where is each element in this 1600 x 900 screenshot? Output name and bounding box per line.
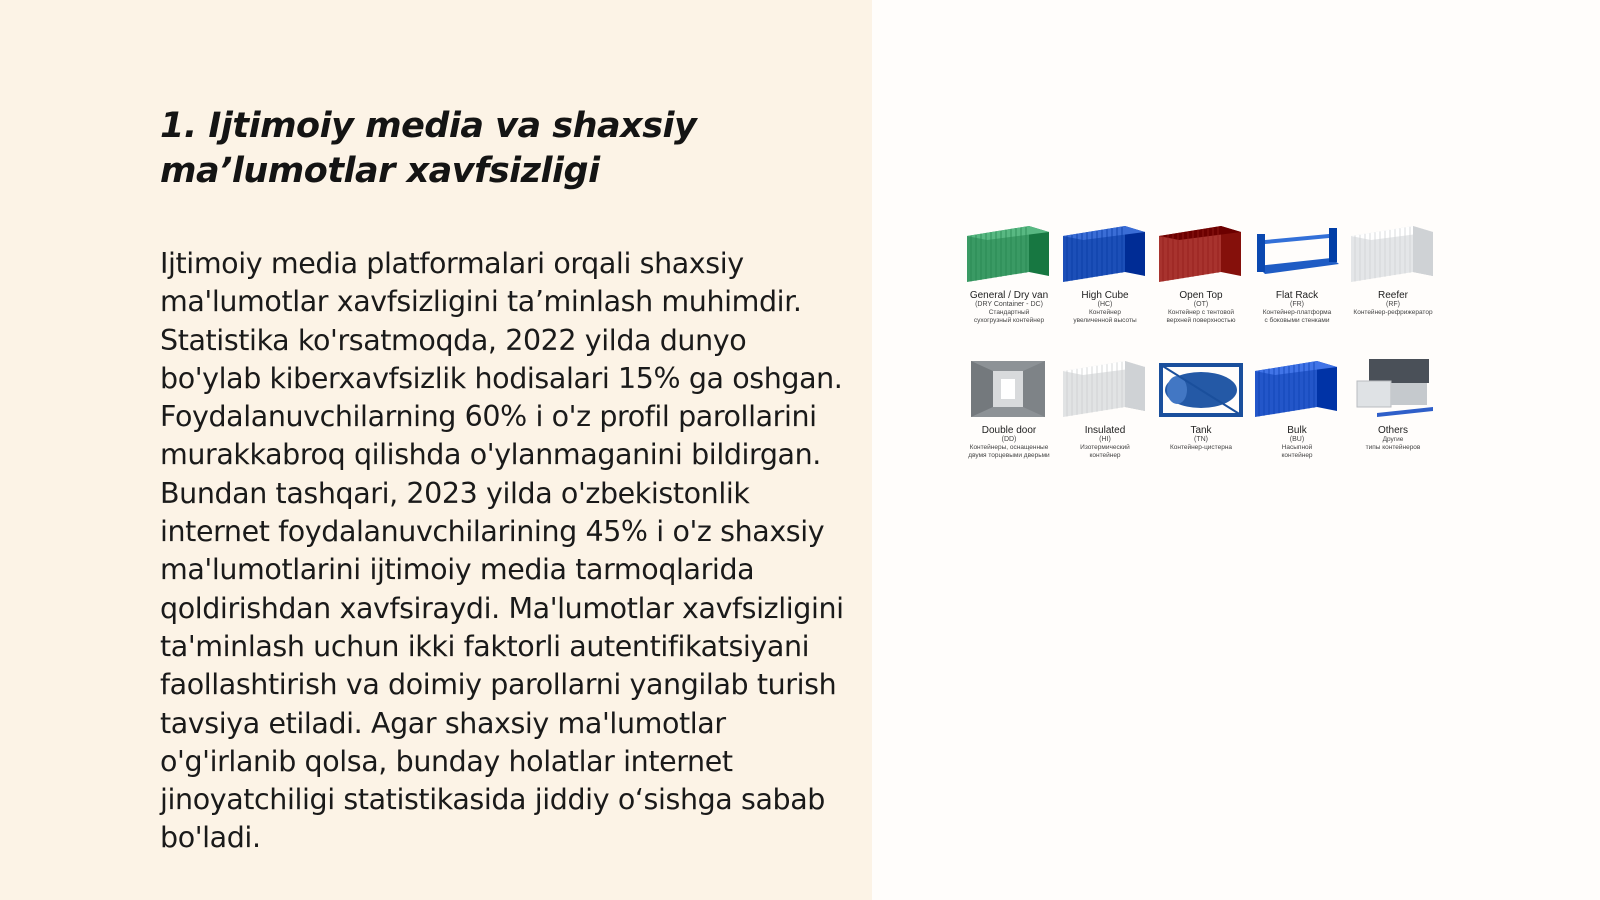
container-name: Bulk	[1287, 425, 1307, 436]
insulated-container-icon	[1059, 353, 1151, 423]
other-containers-icon	[1347, 353, 1439, 423]
container-name: High Cube	[1081, 290, 1129, 301]
container-type-dry-container	[962, 218, 1056, 325]
container-description: контейнер	[1089, 452, 1121, 459]
container-type-insulated-container	[1058, 353, 1152, 460]
container-type-tank-container	[1154, 353, 1248, 452]
container-code: (BU)	[1289, 436, 1305, 443]
container-code: (DRY Container - DC)	[975, 301, 1043, 308]
double-door-container-icon	[963, 353, 1055, 423]
container-type-flat-rack-container	[1250, 218, 1344, 325]
container-description: Контейнер-платформа	[1262, 309, 1332, 316]
container-description: Контейнер-цистерна	[1169, 444, 1233, 451]
container-description: Контейнер-рефрижератор	[1353, 309, 1433, 316]
container-description: Другие	[1382, 436, 1404, 443]
container-name: Double door	[981, 425, 1037, 436]
container-description: двумя торцевыми дверьми	[968, 452, 1050, 459]
container-description: увеличенной высоты	[1073, 317, 1137, 324]
container-name: Open Top	[1179, 290, 1223, 301]
container-code: (TN)	[1194, 436, 1208, 443]
slide-body-text: Ijtimoiy media platformalari orqali shaxsiy ma'lumotlar xavfsizligini ta’minlash muhimdir. Statistika ko'rsatmoqda, 2022 yilda dunyo bo'ylab kiberxavfsizlik hodisalari 15% ga oshgan. Foydalanuvchilarning 60% i o'z profil parollarini murakkabroq qilishda o'ylanmaganini bildirgan. Bundan tashqari, 2023 yilda o'zbekistonlik internet foydalanuvchilarining 45% i o'z shaxsiy ma'lumotlarini ijtimoiy media tarmoqlarida qoldirishdan xavfsiraydi. Ma'lumotlar xavfsizligini ta'minlash uchun ikki faktorli autentifikatsiyani faollashtirish va doimiy parollarni yangilab turish tavsiya etiladi. Agar shaxsiy ma'lumotlar o'g'irlanib qolsa, bunday holatlar internet jinoyatchiligi statistikasida jiddiy o‘sishga sabab bo'ladi.	[160, 247, 844, 855]
container-code: (DD)	[1001, 436, 1017, 443]
container-name: Reefer	[1377, 290, 1408, 301]
open-top-container-icon	[1155, 218, 1247, 288]
container-name: Flat Rack	[1275, 290, 1319, 301]
container-code: (FR)	[1290, 301, 1304, 308]
container-description: Контейнер с тентовой	[1167, 309, 1235, 316]
flat-rack-container-icon	[1251, 218, 1343, 288]
container-description: контейнер	[1281, 452, 1313, 459]
dry-container-icon	[963, 218, 1055, 288]
bulk-container-icon	[1251, 353, 1343, 423]
container-description: Насыпной	[1281, 444, 1313, 451]
container-type-other-containers	[1346, 353, 1440, 452]
slide-title: 1. Ijtimoiy media va shaxsiy ma’lumotlar xavfsizligi	[160, 106, 697, 191]
container-code: (HI)	[1099, 436, 1111, 443]
container-type-open-top-container	[1154, 218, 1248, 325]
container-types-image	[962, 218, 1442, 478]
container-description: Изотермический	[1080, 444, 1130, 451]
container-description: верхней поверхностью	[1166, 317, 1236, 324]
container-name: Tank	[1190, 425, 1212, 436]
high-cube-container-icon	[1059, 218, 1151, 288]
container-description: Контейнеры, оснащенные	[969, 444, 1049, 451]
reefer-container-icon	[1347, 218, 1439, 288]
container-description: Стандартный	[988, 309, 1030, 316]
container-type-bulk-container	[1250, 353, 1344, 460]
container-name: Others	[1377, 425, 1408, 436]
container-type-reefer-container	[1346, 218, 1440, 317]
container-name: Insulated	[1084, 425, 1126, 436]
tank-container-icon	[1155, 353, 1247, 423]
container-description: сухогрузный контейнер	[973, 317, 1045, 324]
container-description: Контейнер	[1089, 309, 1121, 316]
container-code: (HC)	[1097, 301, 1113, 308]
container-type-double-door-container	[962, 353, 1056, 460]
container-description: с боковыми стенками	[1264, 317, 1330, 324]
container-type-high-cube-container	[1058, 218, 1152, 325]
container-name: General / Dry van	[969, 290, 1049, 301]
container-description: типы контейнеров	[1365, 444, 1421, 451]
container-code: (OT)	[1193, 301, 1209, 308]
container-code: (RF)	[1386, 301, 1400, 308]
